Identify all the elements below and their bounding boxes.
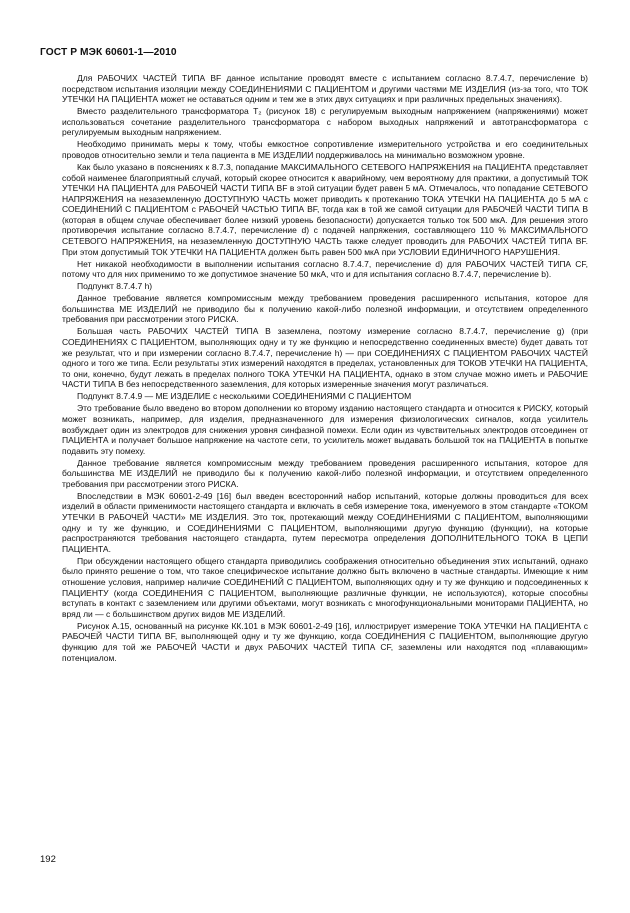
paragraph: Это требование было введено во втором дополнении ко второму изданию настоящего стандарта и относится к РИСКУ, который может возникать, например, для изделия, предназначенного для измерения физиологических сигналов, когда усилитель возбуждает один из электродов для снижения уровня синфазной помехи. Если один из чувствительных электродов отсоединен от ПАЦИЕНТА и получает большое напряжение на частоте сети, то усилитель может выдавать большой ток на ПАЦИЕНТА в попытке подавить эту помеху. (62, 403, 588, 456)
paragraph: Данное требование является компромиссным между требованием проведения расширенного испытания, которое для большинства МЕ ИЗДЕЛИЙ не приводило бы к получению какой-либо полезной информации, и отсутствием определенного требования при рассмотрении этого РИСКА. (62, 457, 588, 489)
paragraph: Необходимо принимать меры к тому, чтобы емкостное сопротивление измерительного устройства и его соединительных проводов относительно земли и тела пациента в МЕ ИЗДЕЛИИ поддерживалось на минимально возможном уровне. (62, 139, 588, 160)
paragraph: Вместо разделительного трансформатора T₂ (рисунок 18) с регулируемым выходным напряжением (напряжениями) может использоваться сочетание разделительного трансформатора с набором выходных напряжений и автотрансформатора с регулируемым выходным напряжением. (62, 106, 588, 138)
body-text (62, 73, 588, 663)
paragraph: Нет никакой необходимости в выполнении испытания согласно 8.7.4.7, перечисление d) для РАБОЧИХ ЧАСТЕЙ ТИПА CF, потому что для них применимо то же допустимое значение 50 мкА, что и для испытания согласно 8.7.4.7, перечисление b). (62, 258, 588, 280)
standard-header: ГОСТ Р МЭК 60601-1—2010 (40, 47, 177, 58)
paragraph: Большая часть РАБОЧИХ ЧАСТЕЙ ТИПА B заземлена, поэтому измерение согласно 8.7.4.7, перечисление g) (при СОЕДИНЕНИЯХ С ПАЦИЕНТОМ, выполняющих одну и ту же функцию и непосредственно соединенных вместе) будет давать тот же результат, что и при измерении согласно 8.7.4.7, перечисление h) — при СОЕДИНЕНИЯХ С ПАЦИЕНТОМ РАБОЧИХ ЧАСТЕЙ одного и того же типа. Если результаты этих измерений находятся в пределах, установленных для ТОКОВ УТЕЧКИ НА ПАЦИЕНТА, то они, конечно, будут лежать в пределах полного ТОКА УТЕЧКИ НА ПАЦИЕНТА, однако в этом случае можно иметь и РАБОЧИЕ ЧАСТИ ТИПА B без непосредственного заземления, для которых измеренные значения могут различаться. (62, 326, 588, 390)
paragraph: Как было указано в пояснениях к 8.7.3, попадание МАКСИМАЛЬНОГО СЕТЕВОГО НАПРЯЖЕНИЯ на ПАЦИЕНТА представляет собой наименее благоприятный случай, который скорее относится к аварийному, чем вероятному для практики, а допустимый ТОК УТЕЧКИ НА ПАЦИЕНТА для РАБОЧЕЙ ЧАСТИ ТИПА BF в этой ситуации будет равен 5 мА. Отмечалось, что попадание СЕТЕВОГО НАПРЯЖЕНИЯ на незаземленную ДОСТУПНУЮ ЧАСТЬ может приводить к протеканию ТОКА УТЕЧКИ НА ПАЦИЕНТА до 5 мА с СОЕДИНЕНИЙ С ПАЦИЕНТОМ с РАБОЧЕЙ ЧАСТЬЮ ТИПА BF, тогда как в той же самой ситуации для РАБОЧЕЙ ЧАСТИ ТИПА B (которая в общем случае обеспечивает более низкий уровень безопасности) допускается только ток 500 мкА. Для решения этого противоречия испытание согласно 8.7.4.7, перечисление d) с подачей напряжения, составляющего 110 % МАКСИМАЛЬНОГО СЕТЕВОГО НАПРЯЖЕНИЯ, на незаземленную ДОСТУПНУЮ ЧАСТЬ также следует проводить для РАБОЧИХ ЧАСТЕЙ ТИПА BF. При этом допустимый ТОК УТЕЧКИ НА ПАЦИЕНТА должен быть равен 500 мкА при УСЛОВИИ ЕДИНИЧНОГО НАРУШЕНИЯ. (62, 161, 588, 257)
paragraph: Впоследствии в МЭК 60601-2-49 [16] был введен всесторонний набор испытаний, которые должны проводиться для всех изделий в области применимости настоящего стандарта и включать в себя измерение тока, именуемого в этом стандарте «ТОКОМ УТЕЧКИ В РАБОЧЕЙ ЧАСТИ» МЕ ИЗДЕЛИЯ. Это ток, протекающий между СОЕДИНЕНИЯМИ С ПАЦИЕНТОМ, выполняющими одну и ту же функцию, и СОЕДИНЕНИЯМИ С ПАЦИЕНТОМ, выполняющими другую функцию (функции), на которые распространяются требования настоящего стандарта, путем пересмотра определения ДОПОЛНИТЕЛЬНОГО ТОКА В ЦЕПИ ПАЦИЕНТА. (62, 490, 588, 554)
subclause-heading: Подпункт 8.7.4.7 h) (77, 281, 153, 292)
paragraph: При обсуждении настоящего общего стандарта приводились соображения относительно объединения этих испытаний, однако было принято решение о том, что такое специфическое испытание должно быть включено в частные стандарты. Имеющие к ним отношение условия, например наличие СОЕДИНЕНИЙ С ПАЦИЕНТОМ, выполняющих одну и ту же функцию и подсоединенных к ПАЦИЕНТУ (когда СОЕДИНЕНИЯ С ПАЦИЕНТОМ, выполняющие различные функции, не используются), которые способны вступать в контакт с заземлением или другими объектами, могут возникать с многофункциональными мониторами ПАЦИЕНТА, но вряд ли — с большинством других видов МЕ ИЗДЕЛИЙ. (62, 555, 588, 619)
page-number: 192 (40, 854, 56, 865)
paragraph: Для РАБОЧИХ ЧАСТЕЙ ТИПА BF данное испытание проводят вместе с испытанием согласно 8.7.4.7, перечисление b) посредством испытания изоляции между СОЕДИНЕНИЯМИ С ПАЦИЕНТОМ и другими частями МЕ ИЗДЕЛИЯ (из-за того, что ТОК УТЕЧКИ НА ПАЦИЕНТА может не оставаться одним и тем же в этих двух ситуациях и при различных предельных значениях). (62, 73, 588, 105)
subclause-heading: Подпункт 8.7.4.9 — МЕ ИЗДЕЛИЕ с несколькими СОЕДИНЕНИЯМИ С ПАЦИЕНТОМ (77, 391, 412, 402)
paragraph: Данное требование является компромиссным между требованием проведения расширенного испытания, которое для большинства МЕ ИЗДЕЛИЙ не приводило бы к получению какой-либо полезной информации, и отсутствием определенного требования при рассмотрении этого РИСКА. (62, 293, 588, 325)
paragraph: Рисунок А.15, основанный на рисунке КК.101 в МЭК 60601-2-49 [16], иллюстрирует измерение ТОКА УТЕЧКИ НА ПАЦИЕНТА с РАБОЧЕЙ ЧАСТИ ТИПА BF, выполняющей одну и ту же функцию, когда СОЕДИНЕНИЯ С ПАЦИЕНТОМ, выполняющие другую функцию для той же РАБОЧЕЙ ЧАСТИ и двух РАБОЧИХ ЧАСТЕЙ ТИПА CF, заземлены или находятся под «плавающим» потенциалом. (62, 620, 588, 663)
